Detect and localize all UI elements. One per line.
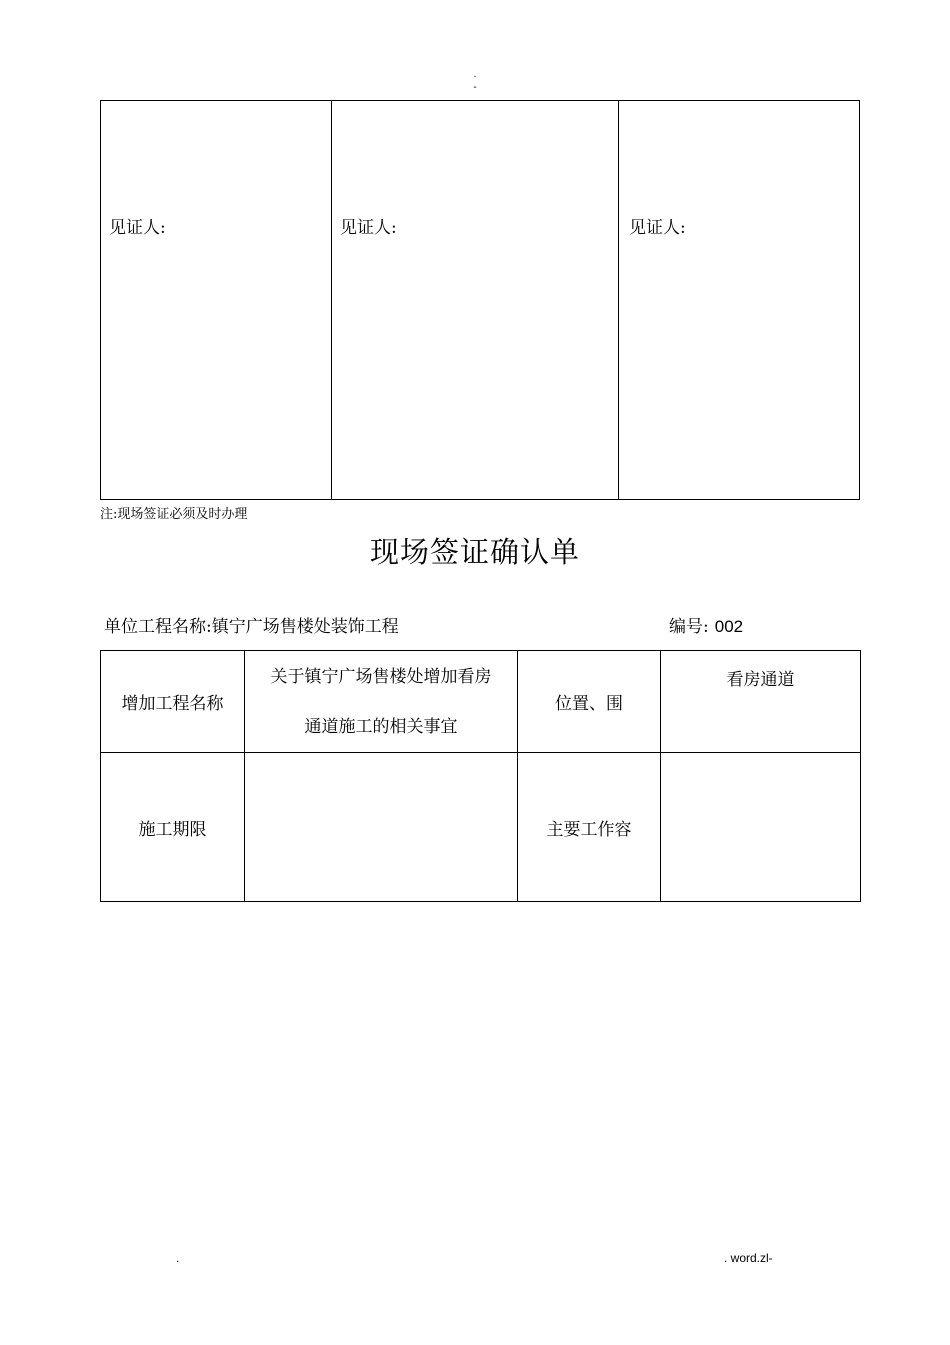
- witness-signature-box: [100, 100, 860, 500]
- witness-cell-2: [331, 101, 618, 499]
- footer-right-mark: . word.zl-: [724, 1251, 773, 1265]
- added-project-name-value: [245, 651, 518, 753]
- project-name-value: 镇宁广场售楼处装饰工程: [211, 617, 399, 637]
- header-dot: .: [473, 69, 477, 80]
- page-title: 现场签证确认单: [369, 535, 580, 569]
- witness-cell-1: [101, 101, 331, 499]
- document-number-value: 002: [714, 617, 744, 636]
- note-text: 注:现场签证必须及时办理: [100, 507, 248, 522]
- location-label: 位置、围: [518, 651, 661, 753]
- construction-period-label: 施工期限: [101, 753, 245, 902]
- added-project-name-label: 增加工程名称: [101, 651, 245, 753]
- footer-left-mark: .: [176, 1251, 180, 1265]
- table-row: [101, 651, 861, 753]
- witness-label-2: 见证人:: [340, 218, 397, 238]
- witness-label-3: 见证人:: [629, 218, 686, 238]
- project-name-line: [104, 612, 399, 637]
- project-name-label: 单位工程名称:: [104, 617, 212, 637]
- document-number-line: [669, 612, 743, 637]
- added-project-name-line1: 关于镇宁广场售楼处增加看房: [270, 667, 492, 687]
- added-project-name-line2: 通道施工的相关事宜: [304, 717, 458, 737]
- main-work-content-value[interactable]: [661, 753, 861, 902]
- header-dash: -: [473, 82, 477, 93]
- table-row: [101, 753, 861, 902]
- confirmation-form-table: [100, 650, 861, 902]
- witness-cell-3: [618, 101, 859, 499]
- witness-label-1: 见证人:: [109, 218, 166, 238]
- document-number-label: 编号:: [669, 617, 709, 637]
- main-work-content-label: 主要工作容: [518, 753, 661, 902]
- location-value: 看房通道: [661, 651, 861, 753]
- construction-period-value[interactable]: [245, 753, 518, 902]
